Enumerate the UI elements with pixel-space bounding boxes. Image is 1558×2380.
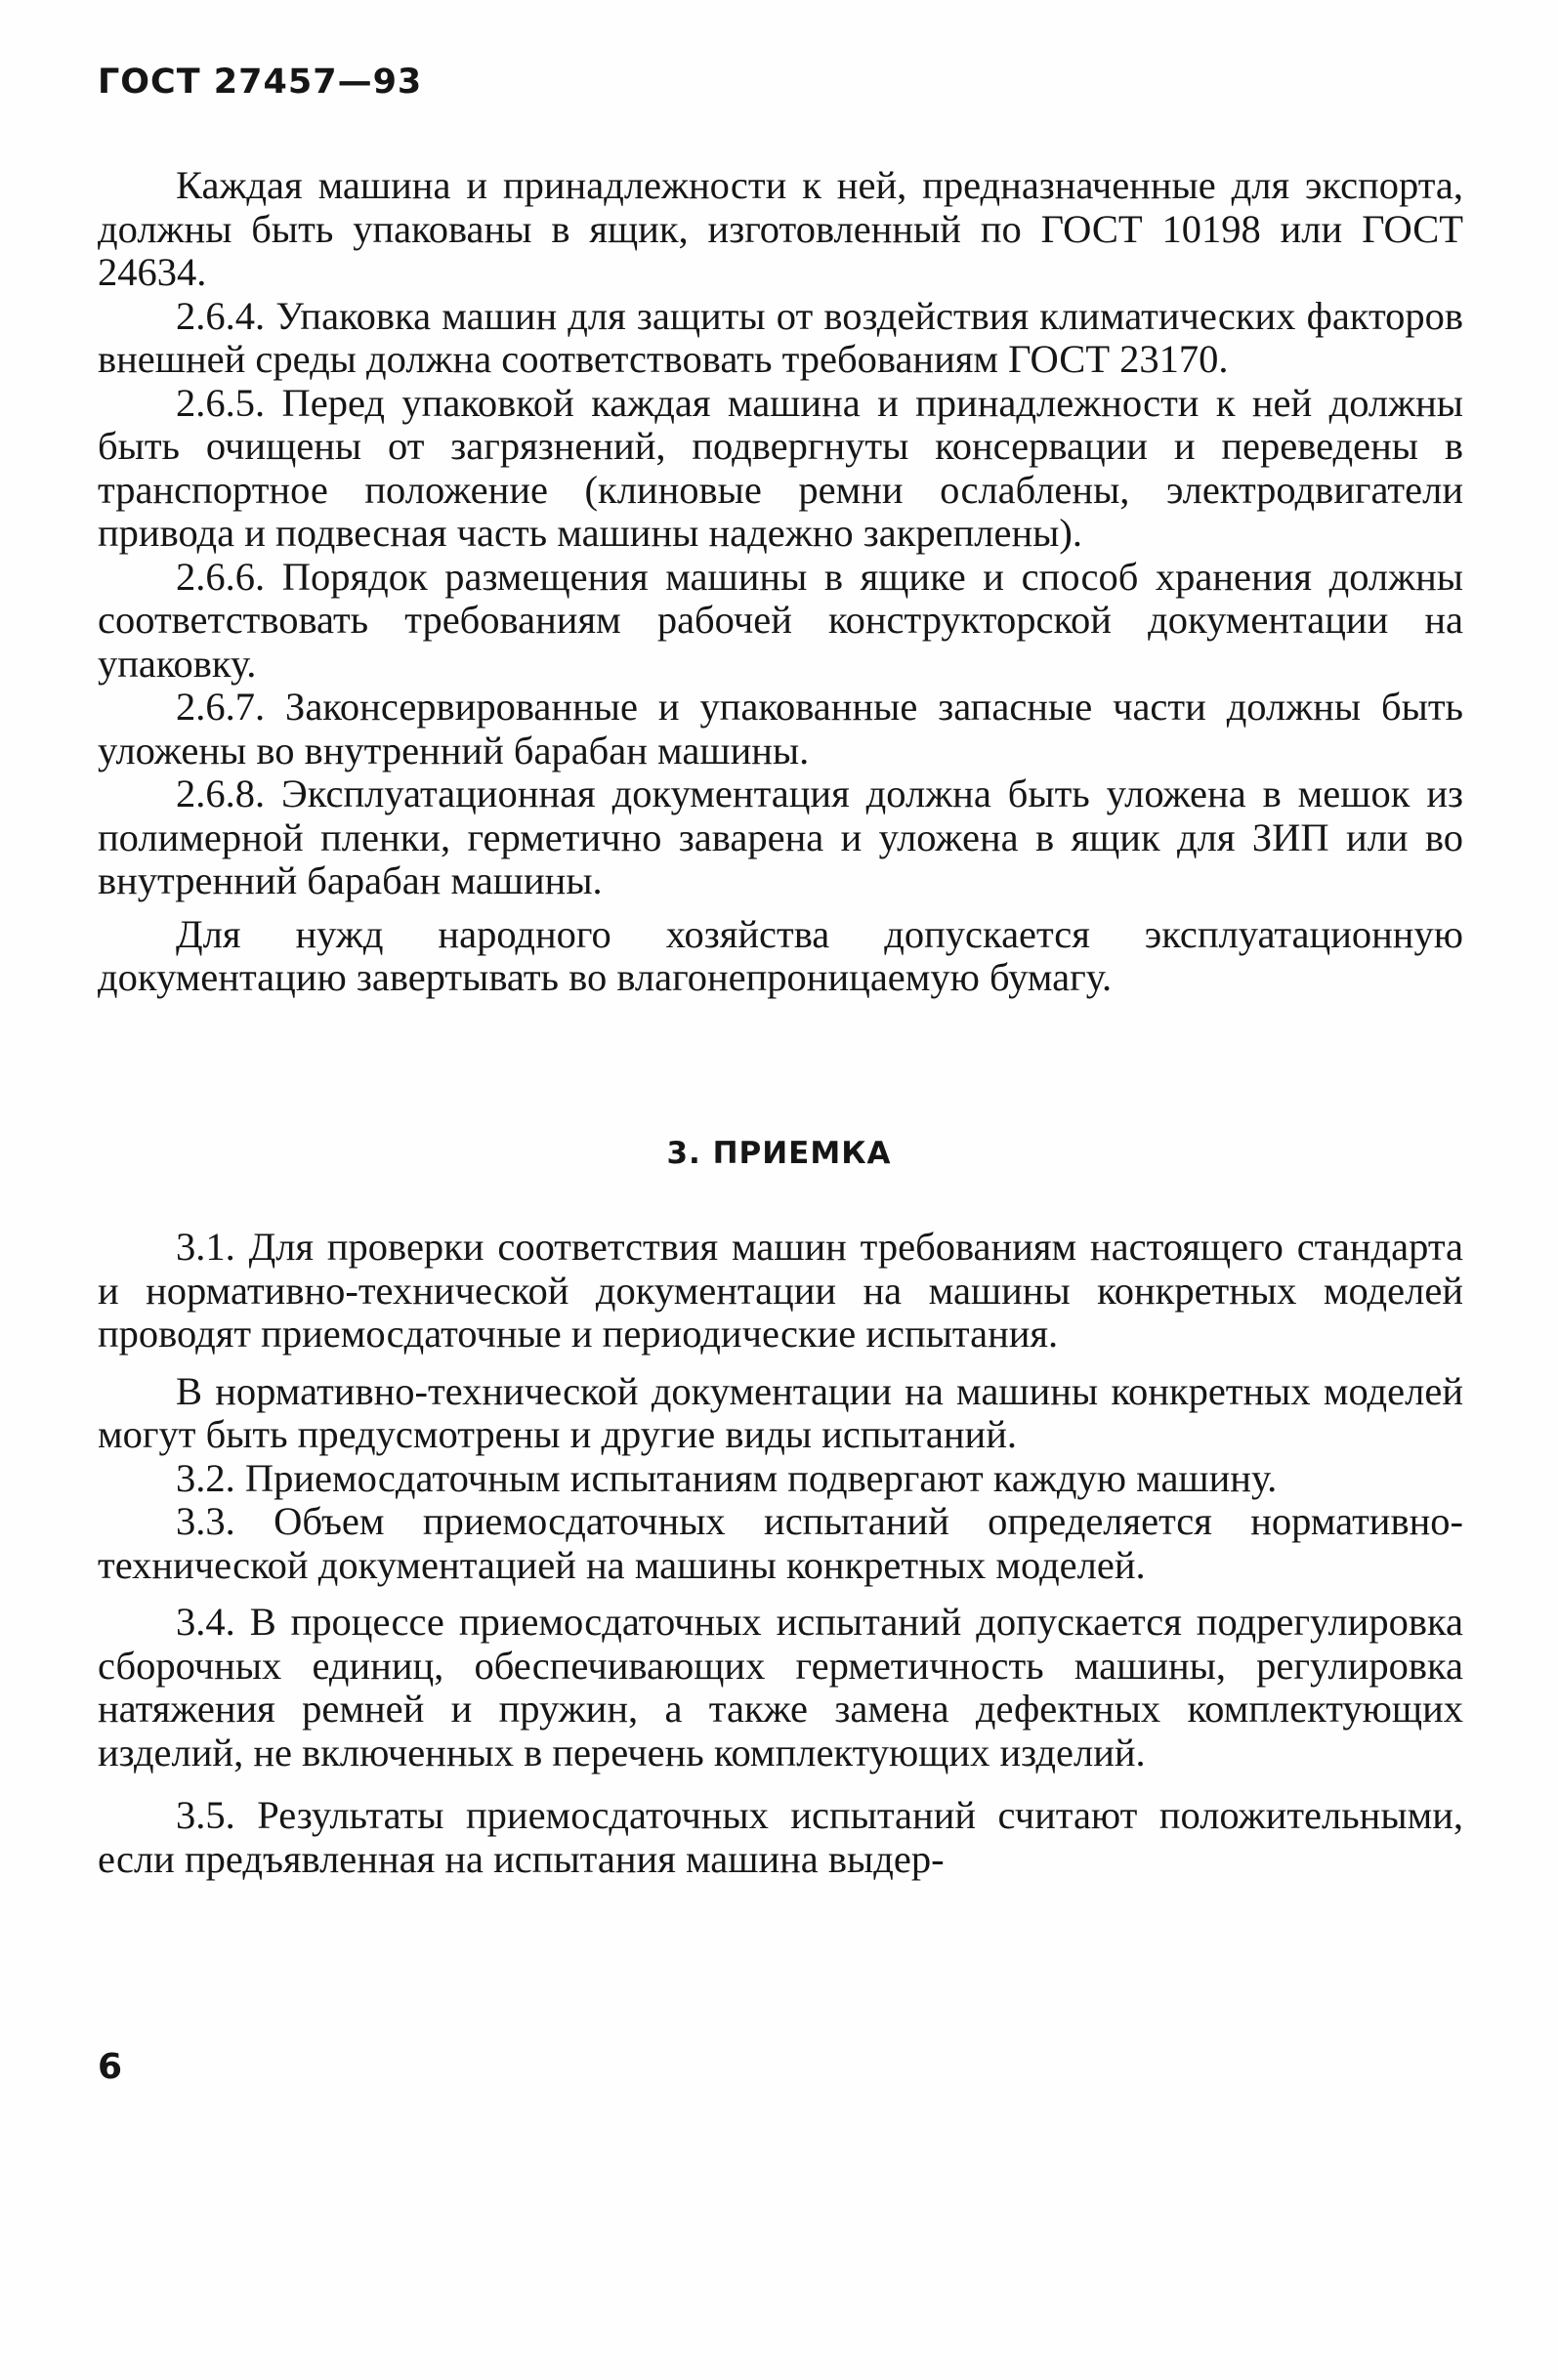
paragraph-3-2: 3.2. Приемосдаточным испытаниям подвергают каждую машину. [176, 1455, 1278, 1500]
paragraph-export-packaging: Каждая машина и принадлежности к ней, предназначенные для экспорта, должны быть упакованы в ящик, изготовленный по ГОСТ 10198 или ГОСТ 24634. [98, 163, 1463, 294]
section-2-6-text [98, 164, 1463, 1000]
paragraph-3-1: 3.1. Для проверки соответствия машин требованиям настоящего стандарта и нормативно-технической документации на машины конкретных моделей проводят приемосдаточные и периодические испытания. [98, 1225, 1463, 1356]
paragraph-2-6-5: 2.6.5. Перед упаковкой каждая машина и принадлежности к ней должны быть очищены от загрязнений, подвергнуты консервации и переведены в транспортное положение (клиновые ремни ослаблены, электродвигатели привода и подвесная часть машины надежно закреплены). [98, 380, 1463, 555]
paragraph-3-1-note: В нормативно-технической документации на машины конкретных моделей могут быть предусмотрены и другие виды испытаний. [98, 1368, 1463, 1456]
section-title-acceptance: 3. ПРИЕМКА [666, 1136, 892, 1171]
paragraph-3-3: 3.3. Объем приемосдаточных испытаний определяется нормативно-технической документацией на машины конкретных моделей. [98, 1499, 1463, 1587]
paragraph-3-5: 3.5. Результаты приемосдаточных испытаний считают положительными, если предъявленная на испытания машина выдер- [98, 1793, 1463, 1881]
paragraph-2-6-8: 2.6.8. Эксплуатационная документация должна быть уложена в мешок из полимерной пленки, герметично заварена и уложена в ящик для ЗИП или во внутренний барабан машины. [98, 772, 1463, 902]
document-header-code: ГОСТ 27457—93 [98, 63, 423, 102]
page-number: 6 [98, 2047, 123, 2087]
paragraph-3-4: 3.4. В процессе приемосдаточных испытаний допускается подрегулировка сборочных единиц, обеспечивающих герметичность машины, регулировка натяжения ремней и пружин, а также замена дефектных комплектующих изделий, не включенных в перечень комплектующих изделий. [98, 1600, 1463, 1775]
section-3-text [98, 1226, 1463, 1881]
paragraph-2-6-7: 2.6.7. Законсервированные и упакованные запасные части должны быть уложены во внутренний барабан машины. [98, 685, 1463, 772]
paragraph-national-economy: Для нужд народного хозяйства допускается эксплуатационную документацию завертывать во влагонепроницаемую бумагу. [98, 911, 1463, 999]
paragraph-2-6-6: 2.6.6. Порядок размещения машины в ящике и способ хранения должны соответствовать требованиям рабочей конструкторской документации на упаковку. [98, 554, 1463, 686]
paragraph-2-6-4: 2.6.4. Упаковка машин для защиты от воздействия климатических факторов внешней среды должна соответствовать требованиям ГОСТ 23170. [98, 293, 1463, 381]
